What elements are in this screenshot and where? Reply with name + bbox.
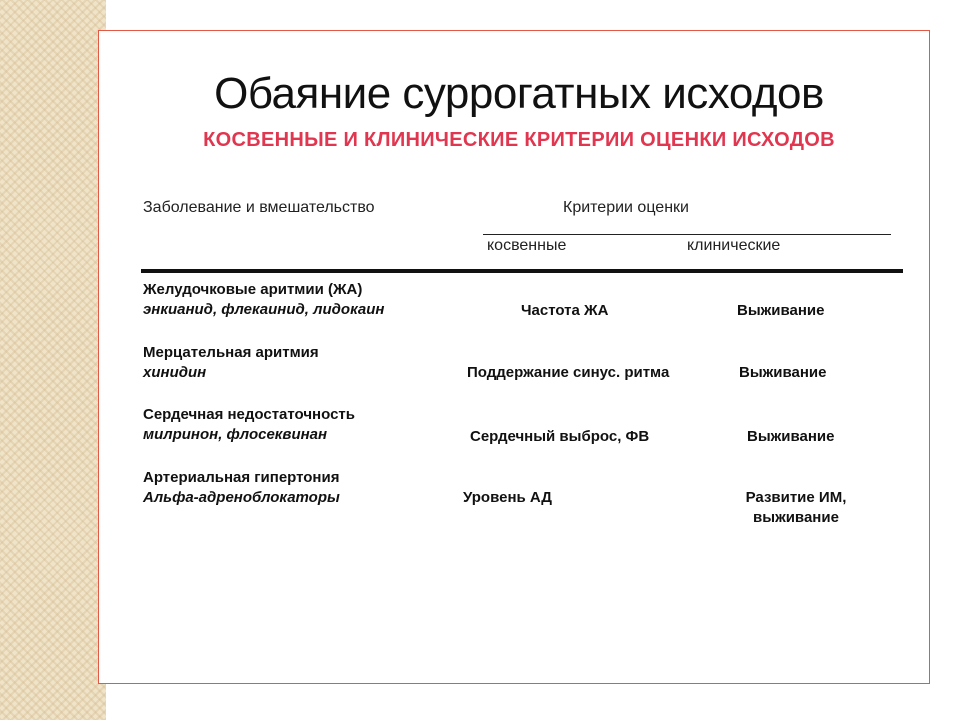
table-row xyxy=(99,343,931,393)
row-disease xyxy=(143,280,384,320)
table-row xyxy=(99,280,931,330)
row-disease xyxy=(143,468,340,508)
drug-names: энкианид, флекаинид, лидокаин xyxy=(143,301,385,318)
clinical-criterion: Развитие ИМ, выживание xyxy=(745,489,847,526)
drug-names: милринон, флосеквинан xyxy=(143,426,328,443)
row-disease xyxy=(143,343,319,383)
table-row xyxy=(99,405,931,455)
table-header-rule xyxy=(141,269,903,273)
indirect-criterion: Поддержание синус. ритма xyxy=(467,364,670,381)
header-disease: Заболевание и вмешательство xyxy=(143,199,375,216)
header-criteria: Критерии оценки xyxy=(563,199,689,216)
header-indirect: косвенные xyxy=(487,237,567,254)
table-row xyxy=(99,468,931,538)
clinical-criterion: Выживание xyxy=(747,428,835,445)
header-divider xyxy=(483,234,891,235)
disease-name: Артериальная гипертония xyxy=(143,469,340,486)
drug-names: хинидин xyxy=(143,364,207,381)
slide xyxy=(98,30,930,684)
disease-name: Сердечная недостаточность xyxy=(143,406,355,423)
clinical-criterion: Выживание xyxy=(739,364,827,381)
slide-subtitle: КОСВЕННЫЕ И КЛИНИЧЕСКИЕ КРИТЕРИИ ОЦЕНКИ ИСХОДОВ xyxy=(203,129,835,151)
disease-name: Мерцательная аритмия xyxy=(143,344,319,361)
slide-title: Обаяние суррогатных исходов xyxy=(214,69,824,118)
indirect-criterion: Частота ЖА xyxy=(521,302,609,319)
clinical-criterion: Выживание xyxy=(737,302,825,319)
indirect-criterion: Сердечный выброс, ФВ xyxy=(470,428,650,445)
drug-names: Альфа-адреноблокаторы xyxy=(143,489,340,506)
disease-name: Желудочковые аритмии (ЖА) xyxy=(143,281,363,298)
row-disease xyxy=(143,405,355,445)
decorative-side-strip xyxy=(0,0,106,720)
header-clinical: клинические xyxy=(687,237,781,254)
indirect-criterion: Уровень АД xyxy=(463,489,552,506)
